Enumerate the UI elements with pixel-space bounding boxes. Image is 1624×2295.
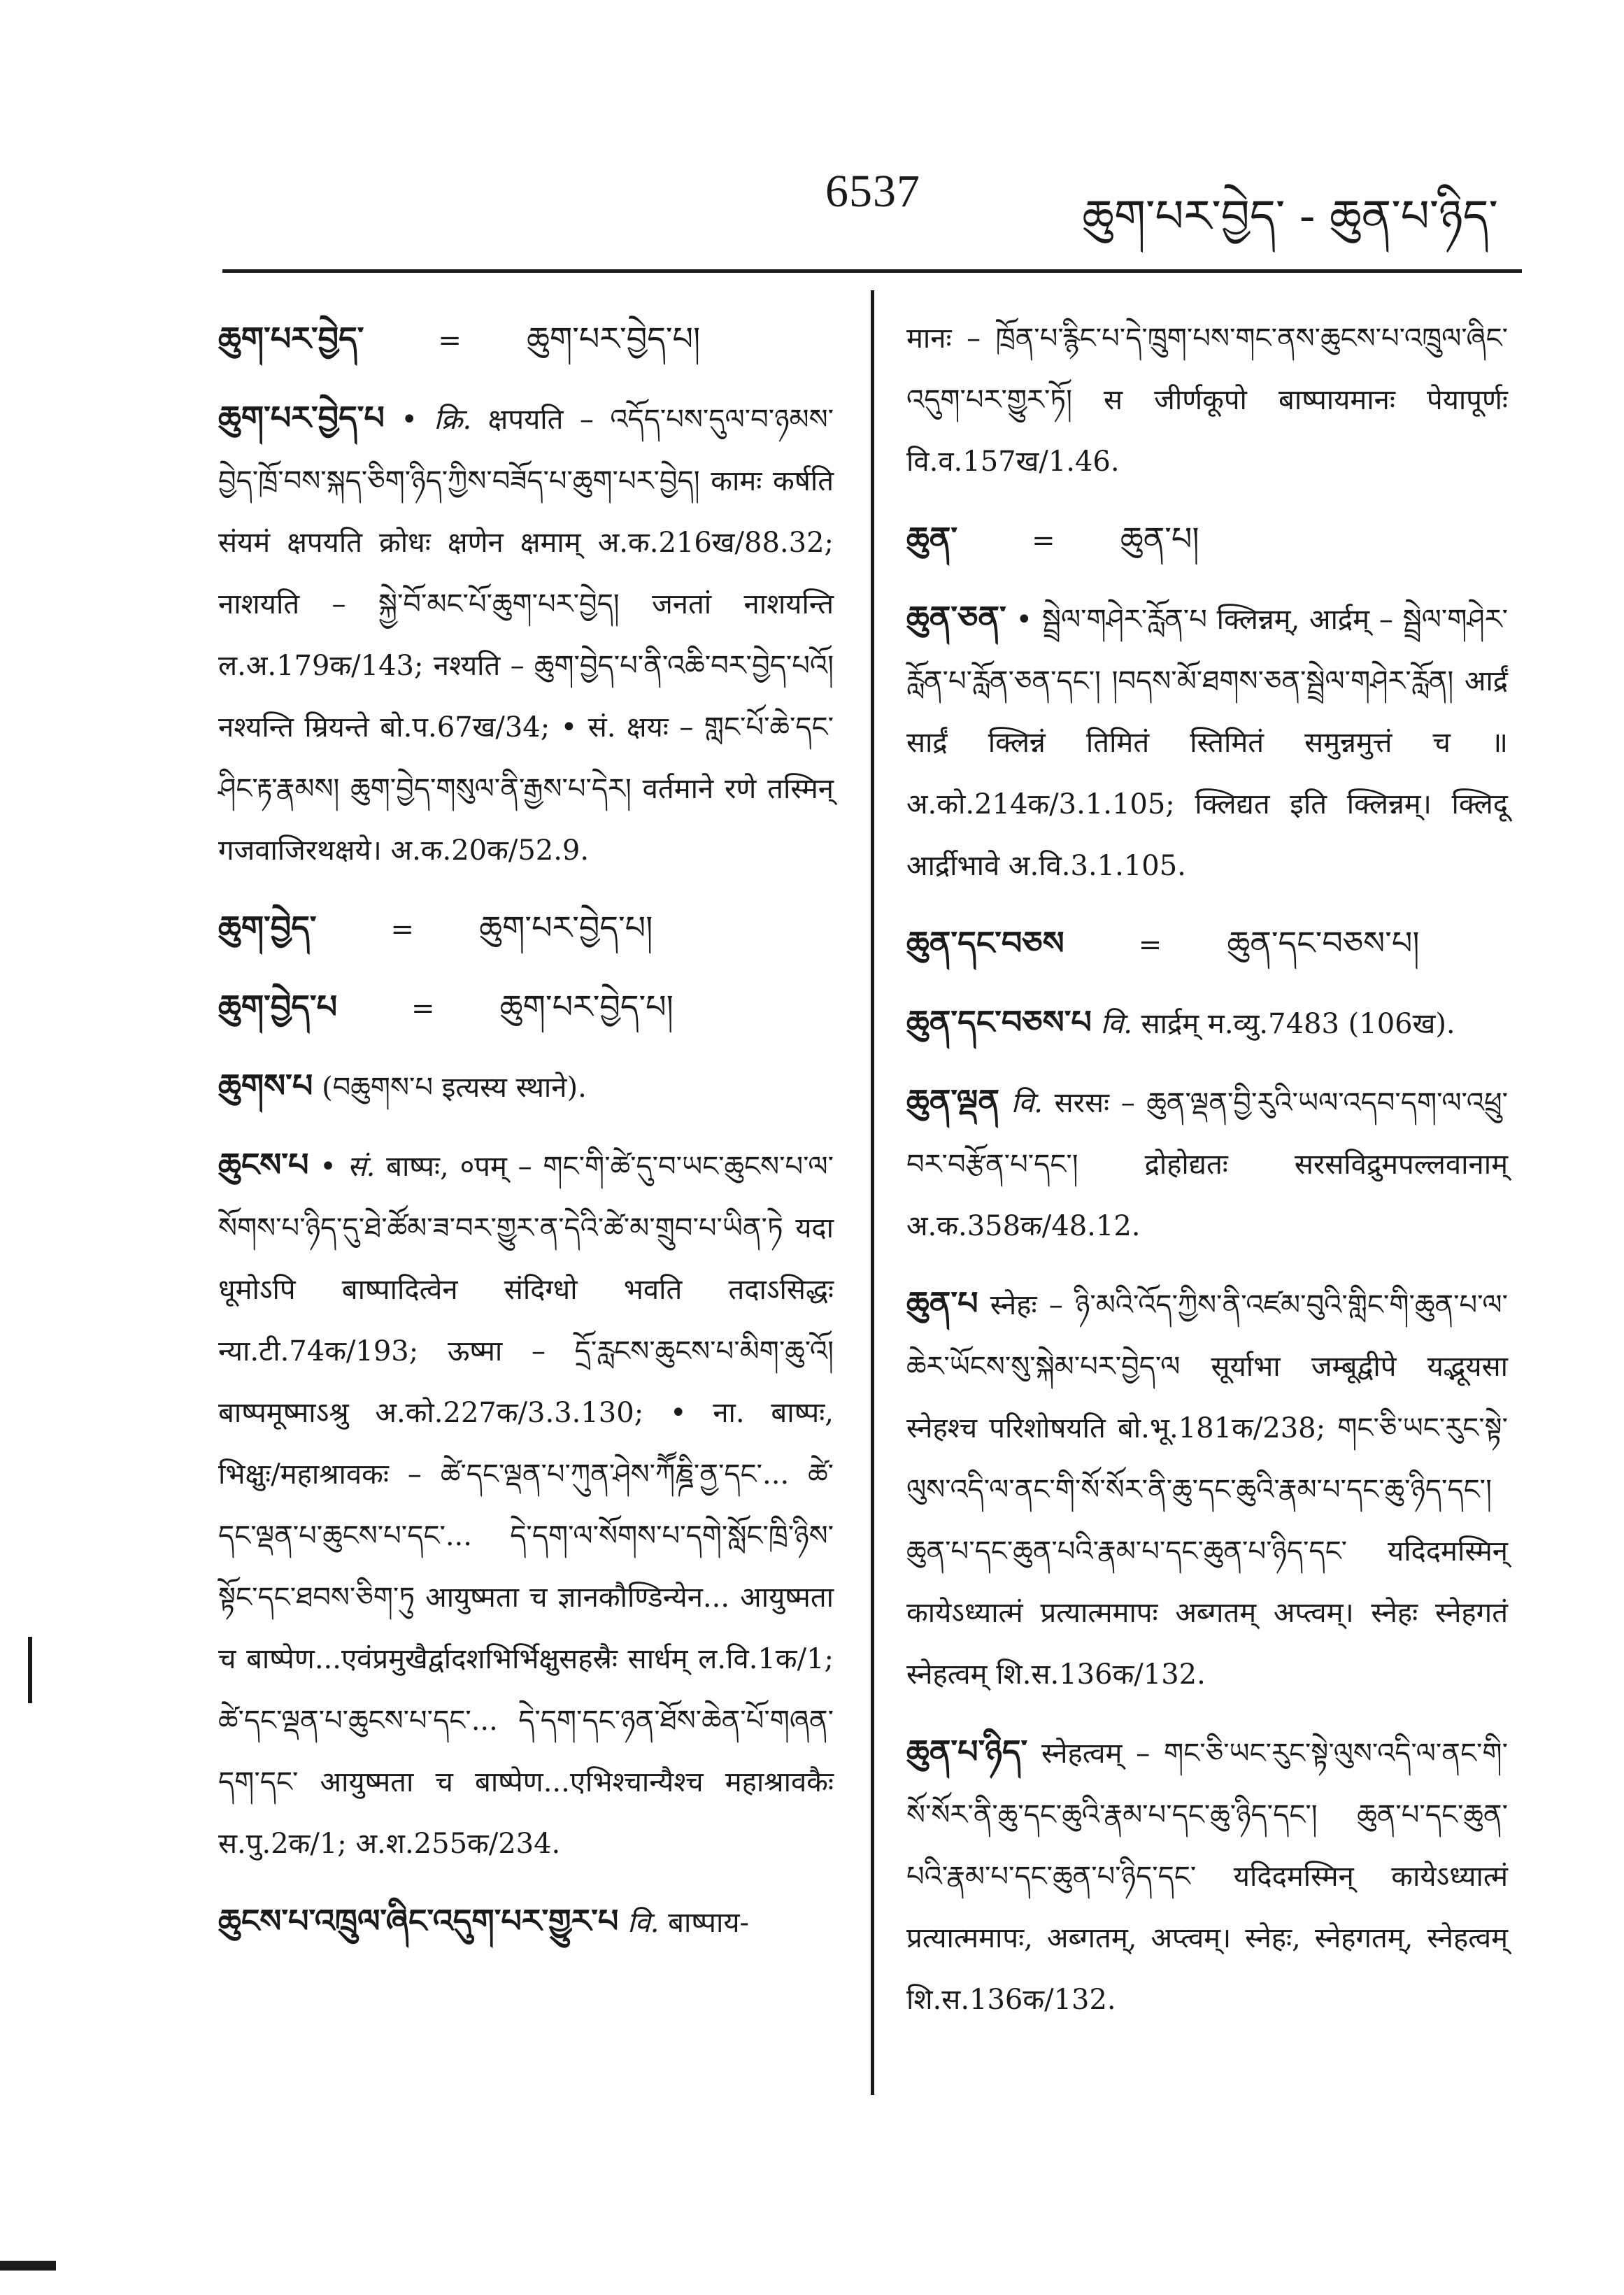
entry-equals: =: [1138, 929, 1162, 961]
entry-body: सार्द्रम् म.व्यु.7483 (106ख).: [1141, 1008, 1455, 1040]
entry-headword: ཆུངས་པ: [218, 1146, 309, 1184]
entry-equals: =: [390, 914, 415, 946]
column-divider: [871, 290, 874, 2095]
entry-headword: ཆུན་པ་ཉིད་: [906, 1733, 1028, 1770]
entry-grammar-tag: वि.: [1011, 1087, 1043, 1119]
entry-cross-reference: ཆུན་དང་བཅས་པ།: [1227, 924, 1420, 962]
entry-headword: ཆུན་དང་བཅས: [906, 924, 1064, 962]
margin-mark-bottom: [0, 2261, 56, 2271]
entry-headword: ཆུག་བྱེད་པ: [218, 988, 338, 1025]
entry-cross-reference: ཆུག་པར་བྱེད་པ།: [527, 320, 701, 357]
entry-cross-reference: ཆུན་པ།: [1120, 520, 1199, 557]
dictionary-entry: [906, 308, 1508, 492]
entry-equals: =: [1032, 525, 1055, 557]
entry-headword: ཆུན་ཅན་: [906, 599, 1006, 637]
dictionary-entry: [218, 976, 834, 1039]
entry-cross-reference: ཆུག་པར་བྱེད་པ།: [499, 988, 674, 1025]
entry-body: सरसः – ཆུན་ལྡན་བྱི་རུའི་ཡལ་འདབ་དག་ལ་འཕྲུ་བར་བརྩོན་པ་དང་། द्रोहोद्यतः सरसविद्रुमपल्लवानाम् अ.क.358क/48.12.: [906, 1087, 1508, 1242]
entry-headword: ཆུག་པར་བྱེད་: [218, 320, 364, 357]
entry-body: (བཆུགས་པ इत्यस्य स्थाने).: [322, 1072, 587, 1104]
dictionary-entry: [218, 1890, 834, 1954]
entry-headword: ཆུན་དང་བཅས་པ: [906, 1003, 1092, 1041]
dictionary-entry: [906, 508, 1508, 571]
dictionary-entry: [218, 1055, 834, 1118]
dictionary-entry: [906, 1272, 1508, 1705]
entry-grammar-tag: वि.: [627, 1907, 660, 1939]
entry-headword: ཆུག་བྱེད་: [218, 909, 317, 946]
dictionary-entry: [906, 1721, 1508, 2031]
entry-headword: ཆུན་པ: [906, 1284, 978, 1322]
page-number: 6537: [825, 166, 920, 217]
entry-body: སྦྲེལ་གཤེར་རློན་པ क्लिन्नम्, आर्द्रम् – སྦྲེལ་གཤེར་རློན་པ་རློན་ཅན་དང་། །བདས་མོ་ཐགས་ཅན་སྦྲེལ་གཤེར་རློན། आर्द्रं सार्द्रं क्लिन्नं तिमितं स्तिमितं समुन्नमुत्तं च ॥ अ.को.214क/3.1.105; क्लिद्यत इति क्लिन्नम्। क्लिदू आर्द्रीभावे अ.वि.3.1.105.: [906, 604, 1509, 882]
entry-equals: =: [438, 325, 462, 357]
entry-grammar-tag: •: [1016, 604, 1033, 636]
left-column: [218, 308, 834, 1969]
dictionary-entry: [218, 897, 834, 960]
dictionary-entry: [218, 387, 834, 881]
entry-cross-reference: ཆུག་པར་བྱེད་པ།: [479, 909, 653, 946]
entry-body: क्षपयति – འདོད་པས་དུལ་བ་ཉམས་བྱེད་ཁྲོ་བས་སྐད་ཅིག་ཉིད་ཀྱིས་བཟོད་པ་ཆུག་པར་བྱེད། कामः कर्षति संयमं क्षपयति क्रोधः क्षणेन क्षमाम् अ.क.216ख/88.32; नाशयति – སྐྱེ་བོ་མང་པོ་ཆུག་པར་བྱེད། जनतां नाशयन्ति ल.अ.179क/143; नश्यति – ཆུག་བྱེད་པ་ནི་འཆི་བར་བྱེད་པའོ། नश्यन्ति म्रियन्ते बो.प.67ख/34; • सं. क्षयः – གླང་པོ་ཆེ་དང་ཤིང་རྟ་རྣམས། ཆུག་བྱེད་གསུལ་ནི་རྒྱས་པ་དེར། वर्तमाने रणे तस्मिन् गजवाजिरथक्षये। अ.क.20क/52.9.: [218, 404, 834, 867]
entry-body: बाष्पाय-: [668, 1907, 750, 1939]
entry-body: बाष्पः, ०पम् – གང་གི་ཚེ་དུ་བ་ཡང་ཆུངས་པ་ལ་སོགས་པ་ཉིད་དུ་ཐེ་ཚོམ་ཟ་བར་གྱུར་ན་དེའི་ཚེ་མ་གྲུབ་པ་ཡིན་ཏེ यदा धूमोऽपि बाष्पादित्वेन संदिग्धो भवति तदाऽसिद्धः न्या.टी.74क/193; ऊष्मा – དྲོ་རླངས་ཆུངས་པ་མིག་ཆུ་འོ། बाष्पमूष्माऽश्रु अ.को.227क/3.3.130; • ना. बाष्पः, भिक्षुः/महाश्रावकः – ཚེ་དང་ལྡན་པ་ཀུན་ཤེས་ཀཽཎྜི་ནྱ་དང་... ཚེ་དང་ལྡན་པ་ཆུངས་པ་དང་... དེ་དག་ལ་སོགས་པ་དགེ་སློང་ཁྲི་ཉིས་སྟོང་དང་ཐབས་ཅིག་ཏུ आयुष्मता च ज्ञानकौण्डिन्येन... आयुष्मता च बाष्पेण...एवंप्रमुखैर्द्वादशभिर्भिक्षुसहस्रैः सार्धम् ल.वि.1क/1; ཚེ་དང་ལྡན་པ་ཆུངས་པ་དང་... དེ་དག་དང་ཉན་ཐོས་ཆེན་པོ་གཞན་དག་དང་ आयुष्मता च बाष्पेण...एभिश्चान्यैश्च महाश्रावकैः स.पु.2क/1; अ.श.255क/234.: [218, 1151, 834, 1860]
entry-headword: ཆུགས་པ: [218, 1067, 313, 1104]
margin-mark: [28, 1637, 32, 1703]
right-column: [906, 308, 1508, 2046]
dictionary-entry: [906, 1070, 1508, 1257]
entry-headword: ཆུངས་པ་འཁྲུལ་ཞིང་འདུག་པར་གྱུར་པ: [218, 1902, 619, 1940]
entry-headword: ཆུན་ལྡན: [906, 1082, 1000, 1120]
header-rule: [222, 269, 1522, 273]
entry-grammar-tag: • क्रि.: [401, 404, 472, 436]
entry-grammar-tag: • सं.: [320, 1151, 376, 1183]
running-head: ཆུག་པར་བྱེད་ - ཆུན་པ་ཉིད་: [1082, 191, 1498, 243]
entry-headword: ཆུན་: [906, 520, 958, 557]
dictionary-entry: [218, 1134, 834, 1875]
dictionary-entry: [906, 991, 1508, 1055]
entry-equals: =: [411, 993, 435, 1025]
dictionary-entry: [906, 912, 1508, 976]
dictionary-entry: [218, 308, 834, 371]
entry-body: स्नेहः – ཉི་མའི་འོད་ཀྱིས་ནི་འཛམ་བུའི་གླིང་གི་ཆུན་པ་ལ་ཆེར་ཡོངས་སུ་སྐེམ་པར་བྱེད་ལ सूर्याभा जम्बूद्वीपे यद्भूयसा स्नेहश्च परिशोषयति बो.भू.181क/238; གང་ཅི་ཡང་རུང་སྟེ་ལུས་འདི་ལ་ནང་གི་སོ་སོར་ནི་ཆུ་དང་ཆུའི་རྣམ་པ་དང་ཆུ་ཉིད་དང་། ཆུན་པ་དང་ཆུན་པའི་རྣམ་པ་དང་ཆུན་པ་ཉིད་དང་ यदिदमस्मिन् कायेऽध्यात्मं प्रत्यात्ममापः अब्गतम् अप्त्वम्। स्नेहः स्नेहगतं स्नेहत्वम् शि.स.136क/132.: [906, 1289, 1508, 1691]
entry-grammar-tag: वि.: [1100, 1008, 1132, 1040]
entry-body: मानः – ཁྲོན་པ་རྙིང་པ་དེ་ཁྲུག་པས་གང་ནས་ཆུངས་པ་འཁྲུལ་ཞིང་འདུག་པར་གྱུར་ཏོ། स जीर्णकूपो बाष्पायमानः पेयापूर्णः वि.व.157ख/1.46.: [906, 322, 1508, 478]
entry-headword: ཆུག་པར་བྱེད་པ: [218, 399, 385, 436]
dictionary-entry: [906, 587, 1508, 897]
entry-body: स्नेहत्वम् – གང་ཅི་ཡང་རུང་སྟེ་ལུས་འདི་ལ་ནང་གི་སོ་སོར་ནི་ཆུ་དང་ཆུའི་རྣམ་པ་དང་ཆུ་ཉིད་དང་། ཆུན་པ་དང་ཆུན་པའི་རྣམ་པ་དང་ཆུན་པ་ཉིད་དང་ यदिदमस्मिन् कायेऽध्यात्मं प्रत्यात्ममापः, अब्गतम्, अप्त्वम्। स्नेहः, स्नेहगतम्, स्नेहत्वम् शि.स.136क/132.: [906, 1738, 1508, 2016]
